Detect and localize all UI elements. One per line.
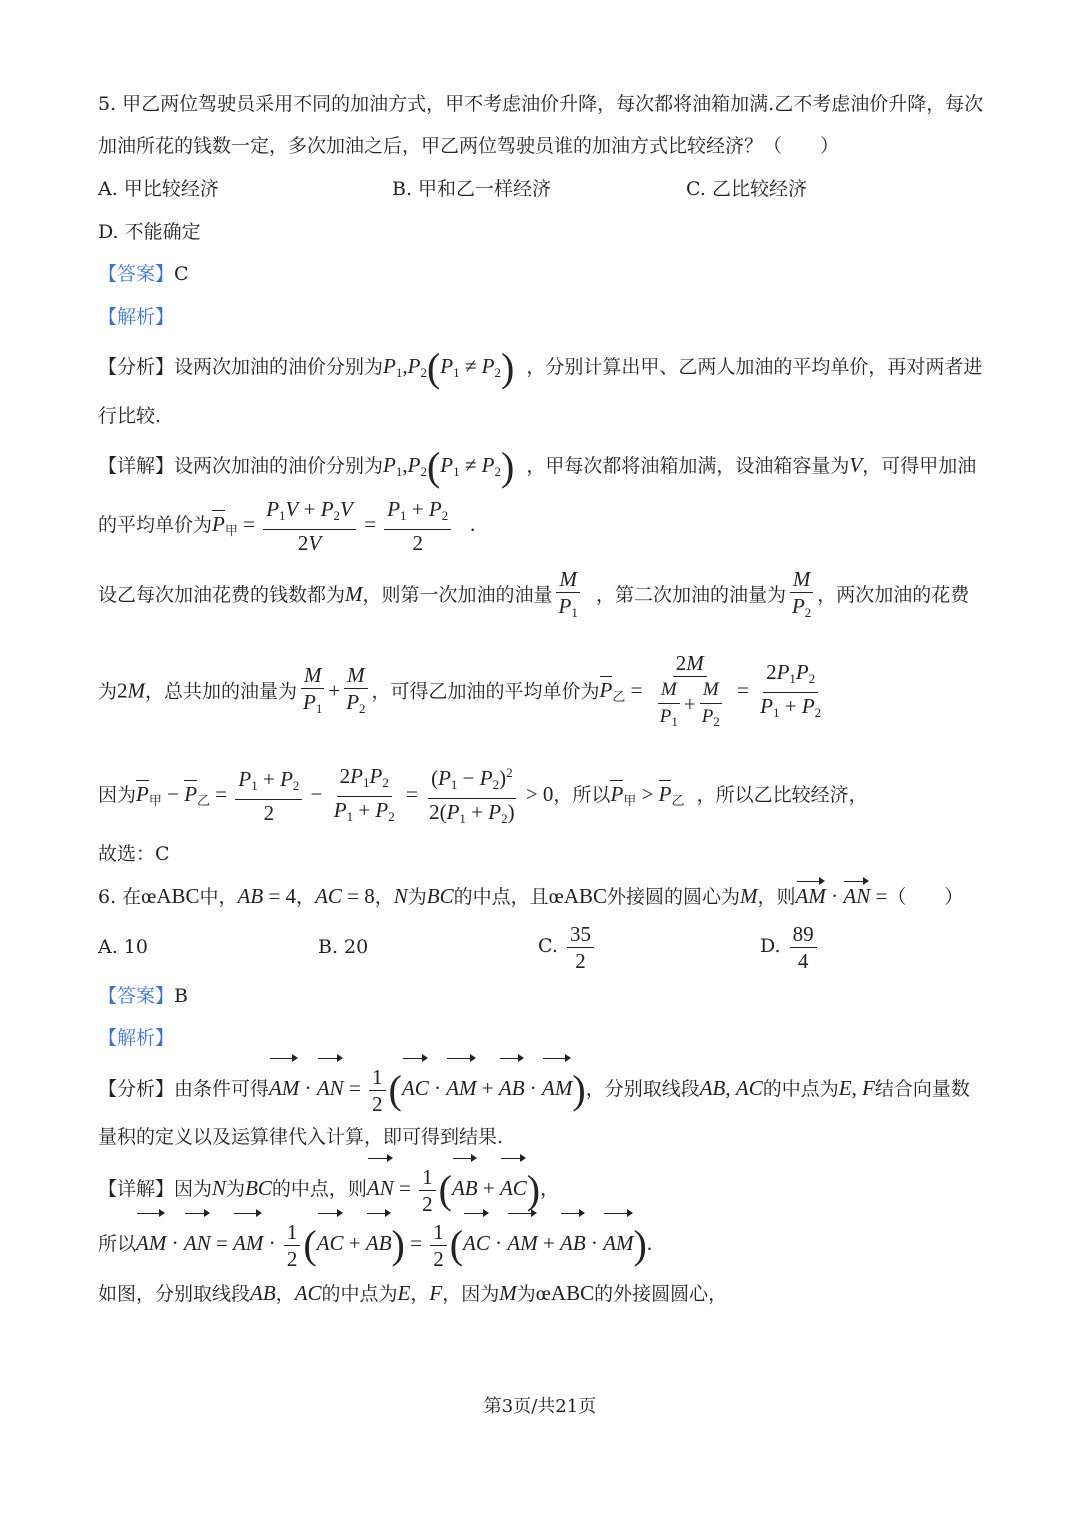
q5-fenxi-cont: 行比较. [98,405,162,427]
q6-stem: 6. 在œABC中，AB = 4，AC = 8，N为BC的中点，且œABC外接圆的圆心为M，则AM · AN =（ ） [98,884,964,908]
q5-option-c: C. 乙比较经济 [686,178,807,200]
text: 为 [407,886,427,908]
answer-value: B [174,985,188,1007]
q5-option-b: B. 甲和乙一样经济 [392,178,552,200]
text: 的平均单价为 [98,514,213,536]
formula: AN = $\frac{1}{2}$ (AB + AC) [367,1176,540,1200]
formula: $\frac{M}{P_1}$ [556,566,581,626]
text: 外接圆的圆心为 [607,886,741,908]
text: ，所以乙比较经济， [696,783,868,806]
text: ，分别取线段 [585,1078,700,1100]
text: ，则第一次加油的油量 [362,584,553,606]
q6-answer [98,983,188,1009]
formula: $\frac{M}{P_2}$ [789,566,814,626]
text: ， [410,1283,430,1305]
q5-answer [98,261,189,287]
text: 6. 在 [98,886,142,908]
answer-value: C [174,263,189,285]
text: 的中点，则 [271,1178,367,1200]
q6-option-c: C. $\frac{35}{2}$ [538,918,597,974]
q5-xiangjie: 【详解】设两次加油的油价分别为$P_1,P_2(P_1 \ne P_2)$ ，甲每次都将油箱加满，设油箱容量为V，可得甲加油 [98,444,977,490]
triangle: œABC [535,1281,595,1305]
text: D. [760,935,781,957]
text: 如图，分别取线段 [98,1283,251,1305]
formula: AM · AN = $\frac{1}{2}$ (AC · AM + AB · AM) [269,1076,586,1100]
answer-tag: 【答案】 [98,263,175,285]
text: 的外接圆圆心， [594,1283,728,1305]
xiangjie-tag: 【详解】 [98,455,175,477]
text: ， [275,1283,295,1305]
q5-compare: 因为$P_甲 - P_乙$ = $\frac{P_1 + P_2}{2}$ − $\frac{2P_1P_2}{P_1 + P_2}$ = $\frac{(P_1 - P_2)^2}{2(P_1 + P_2)}$ > 0，所以$P_甲 > P_乙$ ，所以乙比较经济， [98,760,868,832]
text: ，分别计算出甲、乙两人加油的平均单价，再对两者进 [526,356,983,378]
formula: AM · AN = AM · $\frac{1}{2}$ (AC + AB) = $\frac{1}{2}$ (AC · AM + AB · AM). [136,1231,652,1255]
answer-tag: 【答案】 [98,985,175,1007]
formula: $P_1,P_2(P_1 \ne P_2)$ [383,444,515,490]
q6-fenxi: 【分析】由条件可得AM · AN = $\frac{1}{2}$ (AC · AM + AB · AM)，分别取线段AB, AC的中点为E, F结合向量数 [98,1060,970,1118]
page-footer: 第3页/共21页 [483,1396,597,1417]
q6-option-a: A. 10 [98,936,148,958]
q6-option-d: D. $\frac{89}{4}$ [760,918,820,974]
q5-option-d: D. 不能确定 [98,221,201,243]
q6-xiangjie: 【详解】因为N为BC的中点，则AN = $\frac{1}{2}$ (AB + AC)， [98,1160,559,1218]
text: 设乙每次加油花费的钱数都为 [98,584,346,606]
text: ，可得乙加油的平均单价为 [371,680,600,703]
text: ，两次加油的花费 [817,584,970,606]
q5-fenxi [98,345,983,391]
fenxi-tag: 【分析】 [98,1078,175,1100]
triangle: œABC [548,884,608,908]
text: 为 [226,1178,246,1200]
text: 所以 [98,1233,137,1255]
q5-total: 为2M，总共加的油量为 $\frac{M}{P_1}$ + $\frac{M}{P_2}$ ，可得乙加油的平均单价为$P_乙$ = 2M $\frac{M}{P_1}$ + $\frac{M}{P_2}$ = $\frac{2P_1P_2}{P_1 + P_2}$ [98,650,827,737]
text: ，因为 [442,1283,500,1305]
text: ，所以 [553,783,611,806]
q5-option-a: A. 甲比较经济 [98,178,219,200]
text: 中， [199,886,238,908]
text: C. [538,935,558,957]
text: （ ） [887,886,964,908]
text: 为 [98,680,118,703]
text: ，总共加的油量为 [145,680,298,703]
triangle: œABC [141,884,200,908]
q6-fenxi-cont: 量积的定义以及运算律代入计算，即可得到结果. [98,1126,504,1148]
text: 设两次加油的油价分别为 [174,356,384,378]
text: 的中点为 [321,1283,398,1305]
q5-yi: 设乙每次加油花费的钱数都为M，则第一次加油的油量 $\frac{M}{P_1}$ ，第二次加油的油量为 $\frac{M}{P_2}$ ，两次加油的花费 [98,566,969,626]
q6-rutu: 如图，分别取线段AB，AC的中点为E，F，因为M为œABC的外接圆圆心， [98,1281,728,1305]
text: 因为 [174,1178,213,1200]
text: 因为 [98,783,137,806]
text: ， [296,886,316,908]
q6-jiexi-tag: 【解析】 [98,1027,175,1049]
text: ， [374,886,394,908]
q5-stem-line2: 加油所花的钱数一定，多次加油之后，甲乙两位驾驶员谁的加油方式比较经济？（ ） [98,135,840,157]
text: ， [540,1178,560,1200]
text: 设两次加油的油价分别为 [174,455,384,477]
q6-option-b: B. 20 [318,936,369,958]
xiangjie-tag: 【详解】 [98,1178,175,1200]
text: ，则 [757,886,796,908]
text: 结合向量数 [874,1078,970,1100]
text: 的中点，且 [453,886,549,908]
q5-guxuan: 故选：C [98,843,170,865]
q5-stem-line1: 5. 甲乙两位驾驶员采用不同的加油方式，甲不考虑油价升降，每次都将油箱加满.乙不考虑油价升降，每次 [98,93,984,115]
text: ，甲每次都将油箱加满，设油箱容量为 [526,455,850,477]
q6-xiangjie-so [98,1215,652,1273]
text: 的中点为 [762,1078,839,1100]
formula: $P_乙$ = 2M $\frac{M}{P_1}$ + $\frac{M}{P_2}$ = $\frac{2P_1P_2}{P_1 + P_2}$ [599,651,822,729]
q5-jiexi-tag: 【解析】 [98,306,175,328]
fenxi-tag: 【分析】 [98,356,175,378]
text: 由条件可得 [174,1078,270,1100]
q5-xiangjie-avg [98,496,475,559]
formula: $P_甲$ = $\frac{P_1V + P_2V}{2V}$ = $\frac{P_1 + P_2}{2}$ . [212,497,476,556]
text: ，第二次加油的油量为 [595,584,786,606]
formula: $P_甲 - P_乙$ = $\frac{P_1 + P_2}{2}$ − $\frac{2P_1P_2}{P_1 + P_2}$ = $\frac{(P_1 - P_2)^2}{2(P_1 + P_2)}$ > 0 [136,782,553,806]
text: ，可得甲加油 [862,455,977,477]
formula: $P_1,P_2(P_1 \ne P_2)$ [383,345,515,391]
text: 为 [516,1283,536,1305]
